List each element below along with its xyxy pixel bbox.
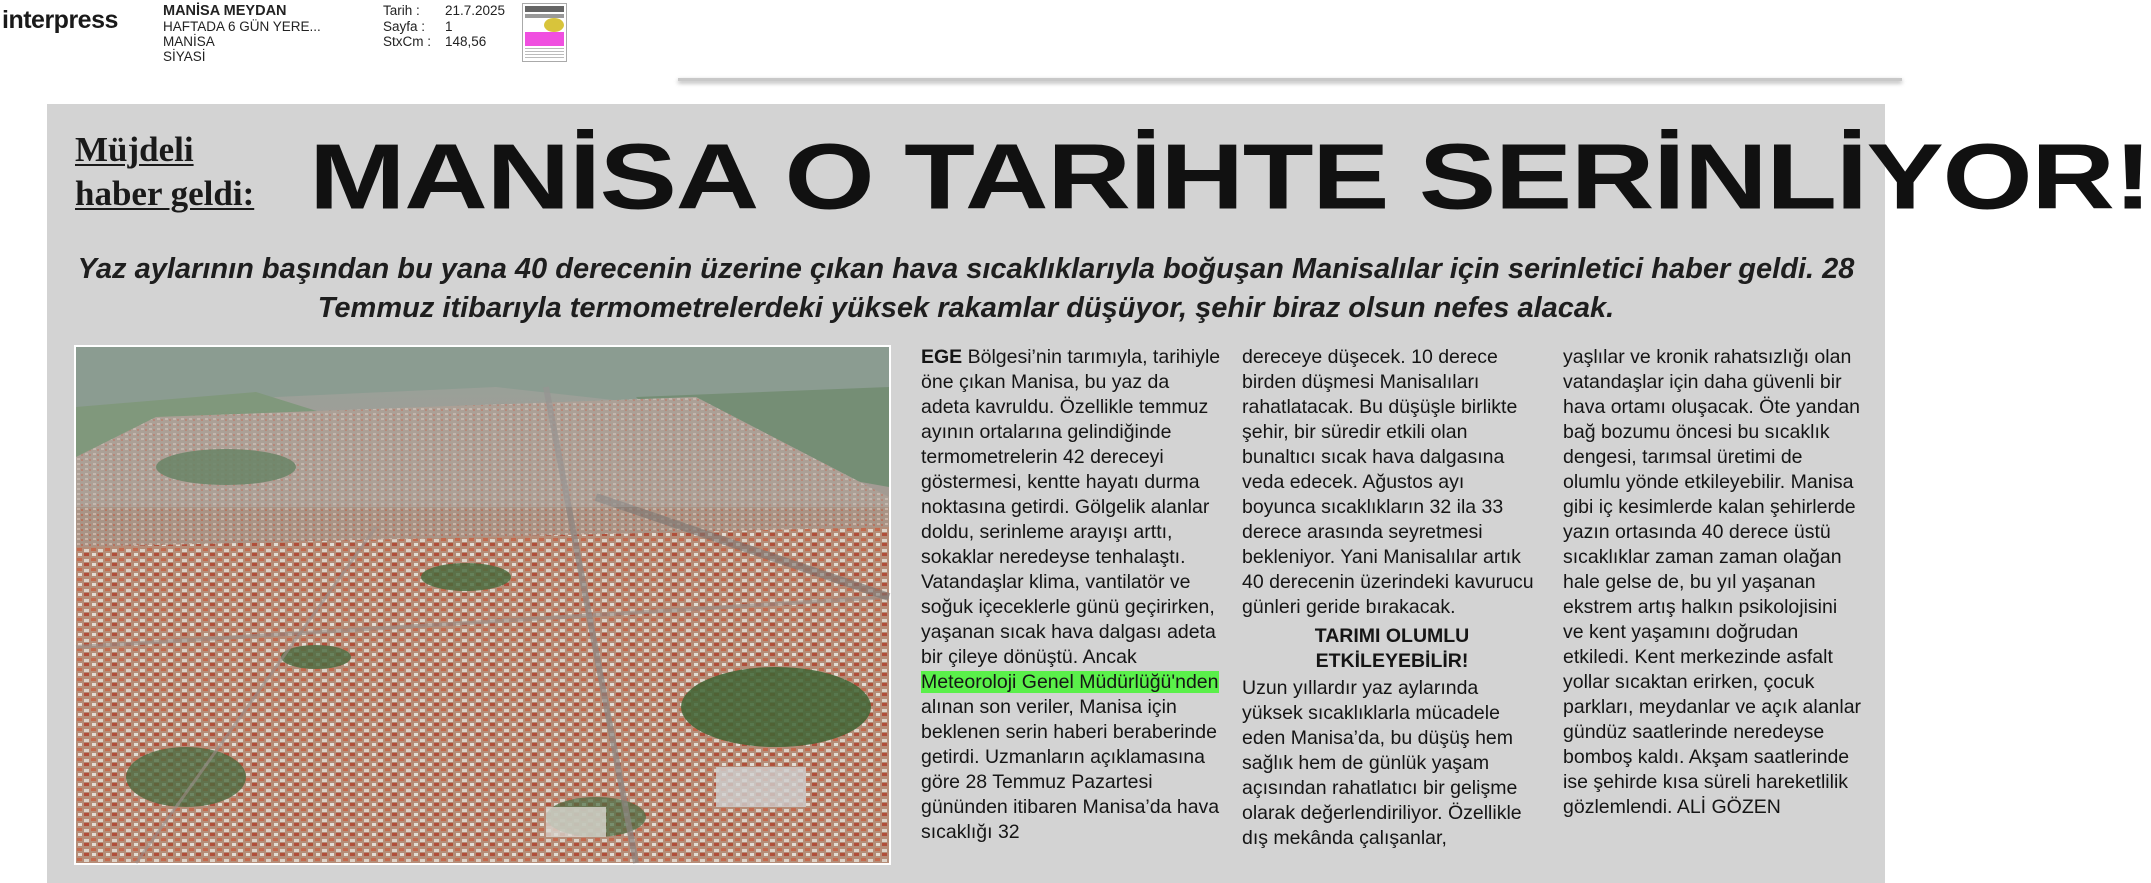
news-clipping: [47, 104, 2151, 883]
article-column-3: yaşlılar ve kronik rahatsızlığı olan vatandaşlar için daha güvenli bir hava ortamı oluşacak. Öte yandan bağ bozumu öncesi bu sıcaklık dengesi, tarımsal üretimi de olumlu yönde etkileyebilir. Manisa gibi iç kesimlerde kalan şehirlerde yazın ortasında 40 derece üstü sıcaklıklar zaman zaman olağan hale gelse de, bu yıl yaşanan ekstrem artış halkın psikolojisini ve kent yaşamını doğrudan etkiledi. Kent merkezinde asfalt yollar sıcaktan erirken, çocuk parkları, meydanlar ve açık alanlar gündüz saatlerinde neredeyse bomboş kaldı. Akşam saatlerinde ise şehirde kısa süreli hareketlilik gözlemlendi. ALİ GÖZEN: [1563, 346, 1862, 818]
publication-frequency: HAFTADA 6 GÜN YERE...: [163, 19, 321, 34]
aerial-city-photo: [74, 345, 891, 865]
interpress-logo: interpress: [2, 6, 118, 34]
lead-word: EGE: [921, 346, 963, 368]
highlighted-term: Meteoroloji Genel Müdürlüğü'nden: [921, 671, 1219, 693]
meta-date: Tarih : 21.7.2025: [383, 3, 506, 18]
headline: MANİSA O TARİHTE SERİNLİYOR!: [309, 125, 2151, 229]
meta-page: Sayfa : 1: [383, 18, 453, 34]
spot-text: Yaz aylarının başından bu yana 40 derecenin üzerine çıkan hava sıcaklıklarıyla boğuşan Manisalılar için serinletici haber geldi. 28 Temmuz itibarıyla termometrelerdeki yüksek rakamlar düşüyor, şehir biraz olsun nefes alacak.: [77, 253, 1855, 324]
publication-info: [163, 4, 321, 64]
publication-city: MANİSA: [163, 34, 215, 49]
kicker: Müjdeli haber geldi:: [75, 130, 255, 213]
article-body: [921, 345, 1875, 851]
publication-name: MANİSA MEYDAN: [163, 3, 287, 19]
page-thumbnail-icon[interactable]: [522, 3, 567, 62]
header-divider: [678, 78, 1902, 81]
publication-category: SİYASİ: [163, 49, 206, 64]
meta-stxcm: StxCm : 148,56: [383, 34, 487, 49]
subheading: TARIMI OLUMLU ETKİLEYEBİLİR!: [1314, 625, 1470, 672]
clipping-meta: [383, 3, 505, 50]
article-column-1: EGE Bölgesi’nin tarımıyla, tarihiyle öne çıkan Manisa, bu yaz da adeta kavruldu. Özellikle temmuz ayının ortalarına gelindiğinde termometrelerin 42 dereceyi göstermesi, kentte hayatı durma noktasına getirdi. Gölgelik alanlar doldu, serinleme arayışı arttı, sokaklar neredeyse tenhalaştı. Vatandaşlar klima, vantilatör ve soğuk içeceklerle günü geçirirken, yaşanan sıcak hava dalgası adeta bir çileye dönüştü. Ancak Meteoroloji Genel Müdürlüğü'nden alınan son veriler, Manisa için beklenen serin haberi beraberinde getirdi. Uzmanların açıklamasına göre 28 Temmuz Pazartesi gününden itibaren Manisa’da hava sıcaklığı 32: [921, 346, 1221, 843]
article-column-2: dereceye düşecek. 10 derece birden düşmesi Manisalıları rahatlatacak. Bu düşüşle birlikte şehir, bir süredir etkili olan bunaltıcı sıcak hava dalgasına veda edecek. Ağustos ayı boyunca sıcaklıkların 32 ila 33 derece arasında seyretmesi bekleniyor. Yani Manisalılar artık 40 derecenin üzerindeki kavurucu günleri geride bırakacak. TARIMI OLUMLU ETKİLEYEBİLİR! Uzun yıllardır yaz aylarında yüksek sıcaklıklarla mücadele eden Manisa’da, bu düşüş hem sağlık hem de günlük yaşam açısından rahatlatıcı bir gelişme olarak değerlendiriliyor. Özellikle dış mekânda çalışanlar,: [1242, 345, 1542, 851]
